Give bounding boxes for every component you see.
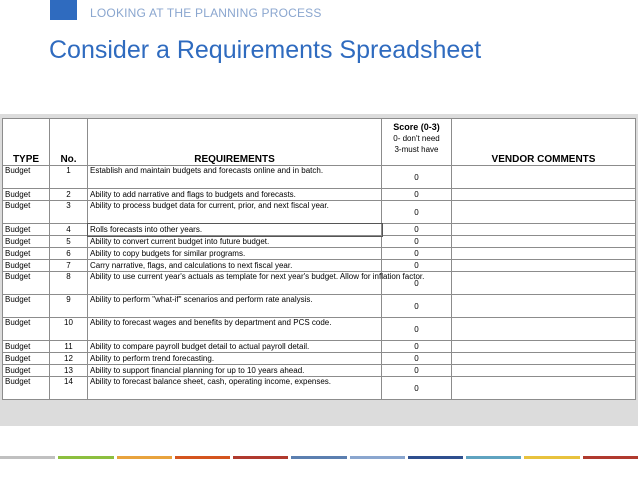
cell-score[interactable]: 0 bbox=[382, 341, 452, 353]
cell-requirement[interactable]: Ability to use current year's actuals as template for next year's budget. Allow for inflation factor. bbox=[88, 272, 382, 295]
footer-segment bbox=[291, 456, 346, 459]
col-type-header: TYPE bbox=[3, 119, 50, 166]
table-row bbox=[3, 224, 636, 236]
slide-title: Consider a Requirements Spreadsheet bbox=[49, 36, 482, 64]
cell-requirement[interactable]: Ability to process budget data for current, prior, and next fiscal year. bbox=[88, 201, 382, 224]
cell-type[interactable]: Budget bbox=[3, 353, 50, 365]
table-row bbox=[3, 365, 636, 377]
cell-no[interactable]: 13 bbox=[50, 365, 88, 377]
section-kicker: LOOKING AT THE PLANNING PROCESS bbox=[90, 6, 322, 20]
cell-requirement[interactable]: Ability to perform trend forecasting. bbox=[88, 353, 382, 365]
cell-type[interactable]: Budget bbox=[3, 201, 50, 224]
footer-segment bbox=[583, 456, 638, 459]
cell-no[interactable]: 4 bbox=[50, 224, 88, 236]
col-no-header: No. bbox=[50, 119, 88, 166]
cell-score[interactable]: 0 bbox=[382, 377, 452, 400]
cell-score[interactable]: 0 bbox=[382, 224, 452, 236]
footer-segment bbox=[524, 456, 579, 459]
cell-requirement[interactable]: Ability to forecast wages and benefits by department and PCS code. bbox=[88, 318, 382, 341]
cell-type[interactable]: Budget bbox=[3, 318, 50, 341]
cell-type[interactable]: Budget bbox=[3, 224, 50, 236]
table-row bbox=[3, 295, 636, 318]
table-row bbox=[3, 353, 636, 365]
cell-vendor-comment[interactable] bbox=[452, 260, 636, 272]
cell-vendor-comment[interactable] bbox=[452, 341, 636, 353]
cell-no[interactable]: 12 bbox=[50, 353, 88, 365]
cell-requirement[interactable]: Ability to compare payroll budget detail to actual payroll detail. bbox=[88, 341, 382, 353]
table-row bbox=[3, 260, 636, 272]
cell-score[interactable]: 0 bbox=[382, 248, 452, 260]
cell-no[interactable]: 10 bbox=[50, 318, 88, 341]
cell-score[interactable]: 0 bbox=[382, 365, 452, 377]
cell-type[interactable]: Budget bbox=[3, 166, 50, 189]
table-row bbox=[3, 236, 636, 248]
cell-no[interactable]: 2 bbox=[50, 189, 88, 201]
cell-type[interactable]: Budget bbox=[3, 295, 50, 318]
cell-score[interactable]: 0 bbox=[382, 166, 452, 189]
cell-score[interactable]: 0 bbox=[382, 272, 452, 295]
table-row bbox=[3, 272, 636, 295]
footer-segment bbox=[233, 456, 288, 459]
requirements-table bbox=[2, 118, 636, 400]
cell-vendor-comment[interactable] bbox=[452, 224, 636, 236]
table-row bbox=[3, 318, 636, 341]
cell-requirement[interactable]: Ability to perform "what-if" scenarios and perform rate analysis. bbox=[88, 295, 382, 318]
cell-score[interactable]: 0 bbox=[382, 201, 452, 224]
cell-type[interactable]: Budget bbox=[3, 260, 50, 272]
cell-no[interactable]: 5 bbox=[50, 236, 88, 248]
col-vendor-header: VENDOR COMMENTS bbox=[452, 119, 636, 166]
cell-no[interactable]: 6 bbox=[50, 248, 88, 260]
table-row bbox=[3, 166, 636, 189]
footer-segment bbox=[466, 456, 521, 459]
header-row bbox=[3, 119, 636, 166]
cell-score[interactable]: 0 bbox=[382, 353, 452, 365]
cell-type[interactable]: Budget bbox=[3, 189, 50, 201]
cell-requirement[interactable]: Establish and maintain budgets and forecasts online and in batch. bbox=[88, 166, 382, 189]
cell-type[interactable]: Budget bbox=[3, 248, 50, 260]
table-row bbox=[3, 377, 636, 400]
spreadsheet-screenshot bbox=[0, 114, 638, 426]
cell-type[interactable]: Budget bbox=[3, 377, 50, 400]
cell-no[interactable]: 11 bbox=[50, 341, 88, 353]
footer-segment bbox=[175, 456, 230, 459]
col-score-header bbox=[382, 119, 452, 166]
cell-requirement[interactable]: Ability to support financial planning for up to 10 years ahead. bbox=[88, 365, 382, 377]
cell-score[interactable]: 0 bbox=[382, 189, 452, 201]
table-row bbox=[3, 341, 636, 353]
footer-segment bbox=[0, 456, 55, 459]
cell-score[interactable]: 0 bbox=[382, 260, 452, 272]
cell-vendor-comment[interactable] bbox=[452, 318, 636, 341]
cell-type[interactable]: Budget bbox=[3, 365, 50, 377]
footer-segment bbox=[350, 456, 405, 459]
cell-requirement-selected[interactable]: Rolls forecasts into other years. bbox=[88, 224, 382, 236]
table-row bbox=[3, 189, 636, 201]
cell-requirement[interactable]: Carry narrative, flags, and calculations to next fiscal year. bbox=[88, 260, 382, 272]
cell-no[interactable]: 9 bbox=[50, 295, 88, 318]
footer-segment bbox=[58, 456, 113, 459]
cell-vendor-comment[interactable] bbox=[452, 272, 636, 295]
cell-vendor-comment[interactable] bbox=[452, 353, 636, 365]
cell-vendor-comment[interactable] bbox=[452, 189, 636, 201]
cell-vendor-comment[interactable] bbox=[452, 201, 636, 224]
score-header-label: Score (0-3) bbox=[393, 122, 440, 132]
cell-requirement[interactable]: Ability to add narrative and flags to budgets and forecasts. bbox=[88, 189, 382, 201]
cell-requirement[interactable]: Ability to copy budgets for similar programs. bbox=[88, 248, 382, 260]
cell-score[interactable]: 0 bbox=[382, 295, 452, 318]
cell-requirement[interactable]: Ability to convert current budget into future budget. bbox=[88, 236, 382, 248]
cell-no[interactable]: 8 bbox=[50, 272, 88, 295]
table-row bbox=[3, 201, 636, 224]
cell-vendor-comment[interactable] bbox=[452, 365, 636, 377]
cell-vendor-comment[interactable] bbox=[452, 236, 636, 248]
cell-score[interactable]: 0 bbox=[382, 236, 452, 248]
cell-no[interactable]: 7 bbox=[50, 260, 88, 272]
cell-type[interactable]: Budget bbox=[3, 341, 50, 353]
footer-segment bbox=[117, 456, 172, 459]
cell-vendor-comment[interactable] bbox=[452, 377, 636, 400]
cell-score[interactable]: 0 bbox=[382, 318, 452, 341]
score-header-hint-2: 3-must have bbox=[394, 145, 439, 154]
cell-no[interactable]: 3 bbox=[50, 201, 88, 224]
cell-vendor-comment[interactable] bbox=[452, 166, 636, 189]
cell-vendor-comment[interactable] bbox=[452, 295, 636, 318]
header-accent-square bbox=[50, 0, 77, 20]
col-requirements-header: REQUIREMENTS bbox=[88, 119, 382, 166]
score-header-hint-1: 0- don't need bbox=[393, 134, 440, 143]
cell-no[interactable]: 1 bbox=[50, 166, 88, 189]
cell-type[interactable]: Budget bbox=[3, 236, 50, 248]
cell-no[interactable]: 14 bbox=[50, 377, 88, 400]
cell-vendor-comment[interactable] bbox=[452, 248, 636, 260]
footer-segment bbox=[408, 456, 463, 459]
cell-requirement[interactable]: Ability to forecast balance sheet, cash, operating income, expenses. bbox=[88, 377, 382, 400]
table-row bbox=[3, 248, 636, 260]
cell-type[interactable]: Budget bbox=[3, 272, 50, 295]
